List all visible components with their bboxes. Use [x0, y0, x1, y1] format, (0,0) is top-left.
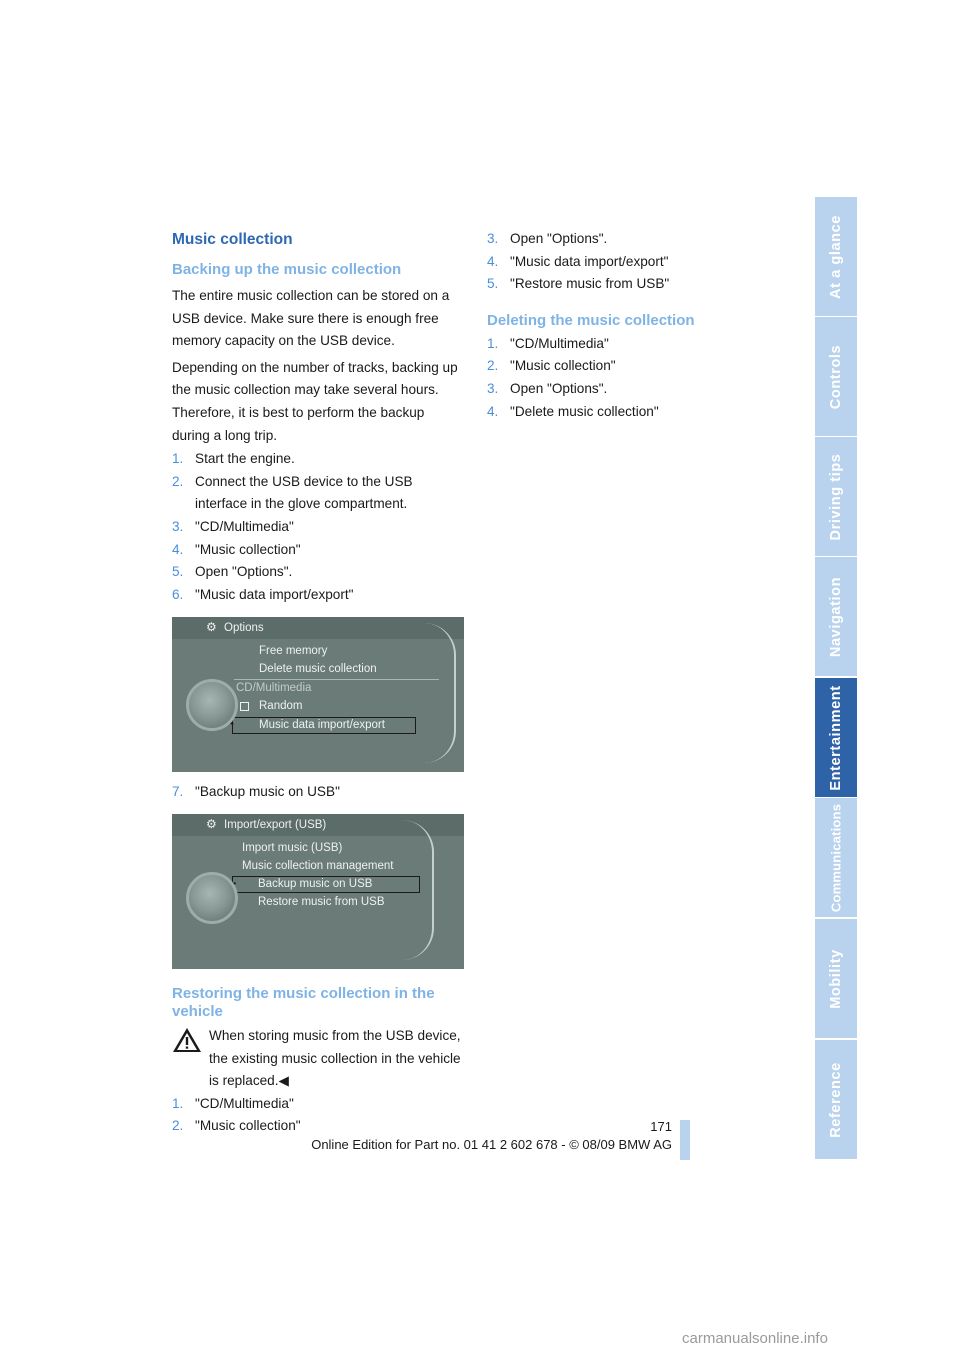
tab-controls[interactable]: Controls [815, 317, 857, 436]
controller-knob [186, 679, 238, 731]
list-item: 3. Open "Options". [487, 380, 608, 396]
backup-steps [172, 448, 464, 606]
menu-item: Import music (USB) [242, 841, 343, 854]
list-item: 2. Connect the USB device to the USB interface in the glove compartment. [172, 473, 413, 512]
list-item: 4. "Music data import/export" [487, 253, 669, 269]
page-number: 171 [650, 1119, 672, 1134]
list-item: 4. "Delete music collection" [487, 403, 659, 419]
menu-item: Delete music collection [259, 663, 377, 676]
warning-note [172, 1025, 464, 1093]
backup-paragraph-2: Depending on the number of tracks, backing up the music collection may take several hours. Therefore, it is best to perform the backup during a long trip. [172, 359, 458, 443]
screen-header: Options [224, 622, 264, 635]
backup-paragraph-1: The entire music collection can be stored on a USB device. Make sure there is enough free memory capacity on the USB device. [172, 288, 450, 349]
menu-item: Random [259, 700, 303, 713]
tab-navigation[interactable]: Navigation [815, 557, 857, 676]
menu-item-selected: Backup music on USB [258, 877, 373, 890]
tab-mobility[interactable]: Mobility [815, 919, 857, 1038]
menu-item: Music collection management [242, 859, 394, 872]
scroll-arc [402, 820, 434, 960]
tab-at-a-glance[interactable]: At a glance [815, 197, 857, 316]
end-mark: ◀ [278, 1073, 289, 1089]
delete-heading: Deleting the music collection [487, 311, 695, 329]
gear-icon: ⚙ [206, 816, 217, 831]
tab-entertainment[interactable]: Entertainment [815, 678, 857, 797]
tab-reference[interactable]: Reference [815, 1040, 857, 1159]
list-item: 4. "Music collection" [172, 541, 301, 557]
list-item: 1. Start the engine. [172, 451, 295, 467]
right-column [487, 228, 777, 423]
tab-communications[interactable]: Communications [815, 798, 857, 917]
section-title: Music collection [172, 231, 293, 248]
menu-item: Free memory [259, 645, 328, 658]
backup-heading: Backing up the music collection [172, 261, 402, 278]
list-item: 5. "Restore music from USB" [487, 276, 670, 292]
delete-steps [487, 333, 777, 423]
menu-item: Restore music from USB [258, 895, 385, 908]
chapter-tabs [815, 197, 857, 1160]
list-item: 7. "Backup music on USB" [172, 784, 340, 800]
gear-icon: ⚙ [206, 620, 217, 635]
left-column [172, 228, 464, 1138]
screen-header: Import/export (USB) [224, 818, 327, 831]
restore-steps-part-2 [487, 228, 777, 296]
import-export-screenshot [172, 814, 464, 969]
footer-text: Online Edition for Part no. 01 41 2 602 678 - © 08/09 BMW AG [311, 1137, 672, 1152]
scroll-arc [424, 623, 456, 763]
restore-steps-part-1 [172, 1093, 464, 1138]
list-item: 6. "Music data import/export" [172, 586, 354, 602]
list-item: 3. "CD/Multimedia" [172, 518, 294, 534]
list-item: 1. "CD/Multimedia" [172, 1095, 294, 1111]
controller-knob [186, 872, 238, 924]
warning-triangle-icon [172, 1027, 202, 1053]
list-item: 2. "Music collection" [487, 358, 616, 374]
list-item: 5. Open "Options". [172, 564, 293, 580]
options-screenshot [172, 617, 464, 772]
menu-item-selected: Music data import/export [259, 719, 385, 732]
list-item: 3. Open "Options". [487, 231, 608, 246]
checkbox-icon [240, 702, 249, 711]
list-item: 1. "CD/Multimedia" [487, 335, 609, 351]
restore-heading: Restoring the music collection in the vehicle [172, 984, 435, 1020]
warning-text: When storing music from the USB device, the existing music collection in the vehicle is replaced. [209, 1027, 461, 1089]
backup-step-7 [172, 781, 464, 804]
page-marker-bar [680, 1120, 690, 1160]
tab-driving-tips[interactable]: Driving tips [815, 437, 857, 556]
list-item: 2. "Music collection" [172, 1118, 301, 1134]
menu-group-label: CD/Multimedia [236, 682, 312, 695]
divider [234, 679, 439, 680]
watermark: carmanualsonline.info [682, 1330, 828, 1347]
